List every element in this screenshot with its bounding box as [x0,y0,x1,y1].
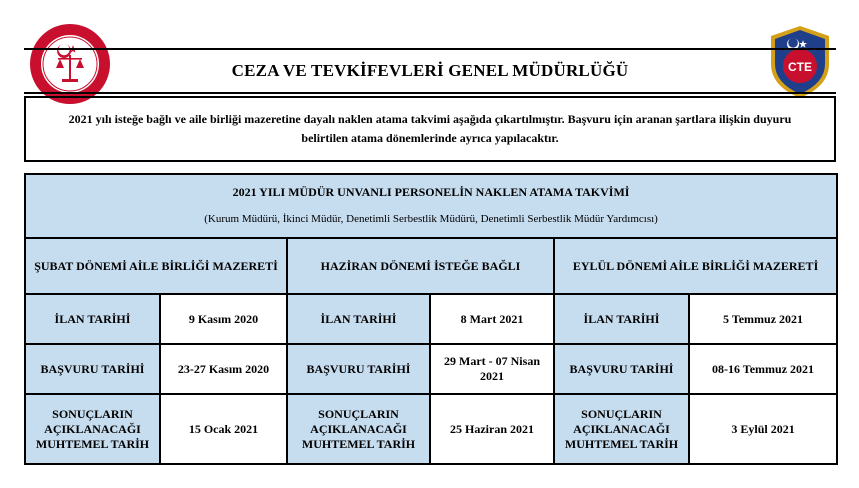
sonuc-label: SONUÇLARIN AÇIKLANACAĞI MUHTEMEL TARİH [25,394,160,464]
sonuc-label: SONUÇLARIN AÇIKLANACAĞI MUHTEMEL TARİH [287,394,430,464]
basvuru-label: BAŞVURU TARİHİ [554,344,689,394]
period-header-eylul: EYLÜL DÖNEMİ AİLE BİRLİĞİ MAZERETİ [554,238,837,294]
basvuru-label: BAŞVURU TARİHİ [25,344,160,394]
basvuru-value: 08-16 Temmuz 2021 [689,344,837,394]
schedule-header [25,174,837,238]
period-header-subat: ŞUBAT DÖNEMİ AİLE BİRLİĞİ MAZERETİ [25,238,287,294]
ilan-label: İLAN TARİHİ [554,294,689,344]
ilan-label: İLAN TARİHİ [25,294,160,344]
basvuru-label: BAŞVURU TARİHİ [287,344,430,394]
schedule-title: 2021 YILI MÜDÜR UNVANLI PERSONELİN NAKLEN ATAMA TAKVİMİ [232,185,630,199]
ilan-value: 5 Temmuz 2021 [689,294,837,344]
basvuru-value: 23-27 Kasım 2020 [160,344,287,394]
ilan-label: İLAN TARİHİ [287,294,430,344]
schedule-subtitle: (Kurum Müdürü, İkinci Müdür, Denetimli Serbestlik Müdürü, Denetimli Serbestlik Müdür Yardımcısı) [204,213,658,225]
sonuc-value: 25 Haziran 2021 [430,394,554,464]
intro-notice: 2021 yılı isteğe bağlı ve aile birliği mazeretine dayalı naklen atama takvimi aşağıda çıkartılmıştır. Başvuru için aranan şartlara ilişkin duyuru belirtilen atama dönemlerinde ayrıca yapılacaktır. [24,96,836,162]
emblem-letters: CTE [788,60,812,74]
period-header-haziran: HAZİRAN DÖNEMİ İSTEĞE BAĞLI [287,238,554,294]
schedule-table [24,173,838,465]
page-title: CEZA VE TEVKİFEVLERİ GENEL MÜDÜRLÜĞÜ [24,48,836,94]
basvuru-value: 29 Mart - 07 Nisan 2021 [430,344,554,394]
ilan-value: 8 Mart 2021 [430,294,554,344]
ilan-value: 9 Kasım 2020 [160,294,287,344]
sonuc-label: SONUÇLARIN AÇIKLANACAĞI MUHTEMEL TARİH [554,394,689,464]
sonuc-value: 3 Eylül 2021 [689,394,837,464]
sonuc-value: 15 Ocak 2021 [160,394,287,464]
